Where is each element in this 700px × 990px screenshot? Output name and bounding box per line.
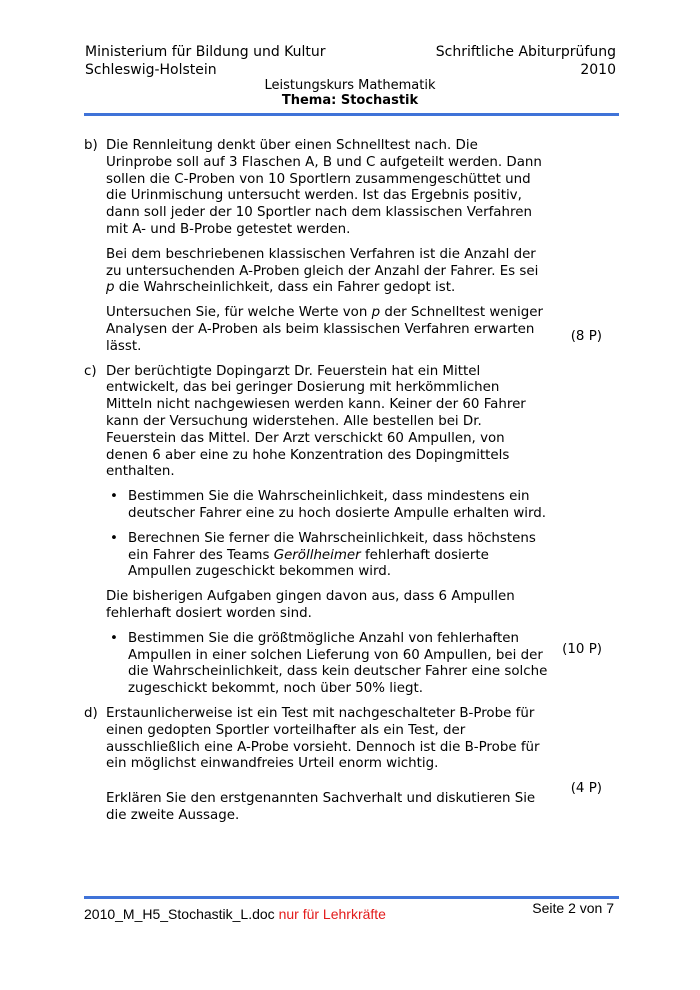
- team-name: Geröllheimer: [273, 547, 361, 563]
- header-exam: [436, 43, 616, 79]
- header-course: [0, 78, 700, 108]
- task-b-letter: b): [84, 138, 98, 153]
- task-content: [84, 138, 624, 833]
- task-c-bullets-1: [106, 489, 624, 581]
- task-b-paragraph-1: Die Rennleitung denkt über einen Schnelltest nach. Die Urinprobe soll auf 3 Flaschen A, B und C aufgeteilt werden. Dann sollen die C-Proben von 10 Sportlern zusammengeschüttet und die Urinmischung untersucht werden. Ist das Ergebnis positiv, dann soll jeder der 10 Sportler nach dem klassischen Verfahren mit A- und B-Probe getestet werden.: [106, 138, 542, 237]
- list-item: • Bestimmen Sie die Wahrscheinlichkeit, dass mindestens ein deutscher Fahrer eine zu hoch dosierte Ampulle erhalten wird.: [110, 489, 547, 521]
- task-c-points: (10 P): [562, 641, 602, 657]
- footer-filename: [84, 906, 386, 922]
- teacher-note: nur für Lehrkräfte: [278, 906, 386, 922]
- ministry-line2: Schleswig-Holstein: [85, 62, 217, 78]
- bullet-icon: •: [110, 630, 118, 646]
- filename: 2010_M_H5_Stochastik_L.doc: [84, 906, 275, 922]
- variable-p: p: [106, 280, 115, 296]
- header-divider: [84, 113, 619, 116]
- task-d-paragraph-2: Erklären Sie den erstgenannten Sachverhalt und diskutieren Sie die zweite Aussage.: [106, 791, 536, 823]
- task-d-points: (4 P): [570, 780, 602, 796]
- list-item: • Bestimmen Sie die größtmögliche Anzahl von fehlerhaften Ampullen in einer solchen Lieferung von 60 Ampullen, bei der die Wahrscheinlichkeit, dass kein deutscher Fahrer eine solche zugeschickt bekommt, noch über 50% liegt.: [110, 630, 548, 697]
- topic-title: Thema: Stochastik: [281, 93, 419, 108]
- task-d-paragraph-1: Erstaunlicherweise ist ein Test mit nachgeschalteter B-Probe für einen gedopten Sportler vorteilhafter als ein Test, der ausschließlich eine A-Probe vorsieht. Dennoch ist die B-Probe für ein möglichst einwandfreies Urteil enorm wichtig.: [106, 705, 540, 772]
- variable-p: p: [371, 305, 381, 321]
- header-ministry: [85, 43, 326, 79]
- task-d-letter: d): [84, 705, 98, 721]
- task-b: [84, 138, 624, 356]
- task-c-paragraph-1: Der berüchtigte Dopingarzt Dr. Feuerstein hat ein Mittel entwickelt, das bei geringer Dosierung mit herkömmlichen Mitteln nicht nachgewiesen werden kann. Keiner der 60 Fahrer kann der Versuchung widerstehen. Alle bestellen bei Dr. Feuerstein das Mittel. Der Arzt verschickt 60 Ampullen, von denen 6 aber eine zu hohe Konzentration des Dopingmittels enthalten.: [106, 363, 526, 480]
- footer-divider: [84, 896, 619, 899]
- list-item: • Berechnen Sie ferner die Wahrscheinlichkeit, dass höchstens ein Fahrer des Teams Geröllheimer fehlerhaft dosierte Ampullen zugeschickt bekommen wird.: [110, 530, 536, 580]
- page-number: Seite 2 von 7: [532, 900, 614, 916]
- task-c-bullets-2: [106, 631, 624, 698]
- ministry-line1: Ministerium für Bildung und Kultur: [85, 44, 326, 60]
- task-b-paragraph-3: Untersuchen Sie, für welche Werte von p der Schnelltest weniger Analysen der A-Proben als beim klassischen Verfahren erwarten lässt.: [106, 305, 543, 354]
- exam-year: 2010: [580, 62, 616, 78]
- task-b-paragraph-2: Bei dem beschriebenen klassischen Verfahren ist die Anzahl der zu untersuchenden A-Proben gleich der Anzahl der Fahrer. Es sei p die Wahrscheinlichkeit, dass ein Fahrer gedopt ist.: [106, 246, 539, 296]
- course-name: Leistungskurs Mathematik: [264, 78, 436, 93]
- task-d: [84, 706, 624, 825]
- task-c-letter: c): [84, 363, 97, 379]
- task-b-points: (8 P): [570, 329, 602, 344]
- exam-line1: Schriftliche Abiturprüfung: [435, 44, 616, 60]
- task-c-paragraph-2: Die bisherigen Aufgaben gingen davon aus, dass 6 Ampullen fehlerhaft dosiert worden sind.: [106, 589, 515, 621]
- task-c: [84, 364, 624, 698]
- bullet-icon: •: [110, 489, 118, 505]
- bullet-icon: •: [110, 530, 118, 546]
